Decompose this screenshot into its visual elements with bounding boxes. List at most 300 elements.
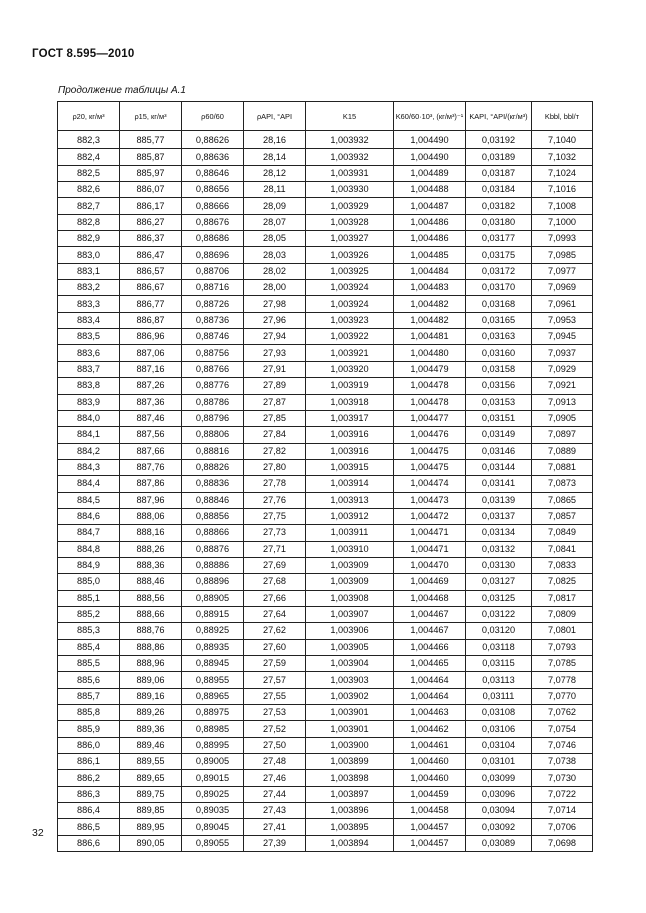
table-cell: 7,0714 <box>532 803 593 819</box>
table-cell: 7,0770 <box>532 688 593 704</box>
table-cell: 28,14 <box>244 149 306 165</box>
table-row <box>58 263 593 279</box>
table-cell: 884,1 <box>58 427 120 443</box>
table-cell: 7,0985 <box>532 247 593 263</box>
table-cell: 1,004469 <box>394 574 466 590</box>
table-cell: 883,0 <box>58 247 120 263</box>
table-cell: 1,004474 <box>394 476 466 492</box>
table-cell: 883,5 <box>58 329 120 345</box>
table-cell: 0,03165 <box>466 312 532 328</box>
table-cell: 0,88706 <box>182 263 244 279</box>
table-cell: 887,76 <box>120 459 182 475</box>
table-cell: 1,003898 <box>306 770 394 786</box>
table-cell: 0,88945 <box>182 656 244 672</box>
table-cell: 0,03130 <box>466 557 532 573</box>
table-cell: 27,75 <box>244 508 306 524</box>
table-row <box>58 312 593 328</box>
table-cell: 889,65 <box>120 770 182 786</box>
table-cell: 27,43 <box>244 803 306 819</box>
table-cell: 0,88656 <box>182 182 244 198</box>
table-cell: 0,89055 <box>182 835 244 851</box>
table-cell: 884,7 <box>58 525 120 541</box>
table-cell: 0,03092 <box>466 819 532 835</box>
table-cell: 0,03115 <box>466 656 532 672</box>
table-cell: 1,003925 <box>306 263 394 279</box>
table-cell: 28,16 <box>244 131 306 149</box>
table-cell: 27,68 <box>244 574 306 590</box>
table-row <box>58 361 593 377</box>
column-header: ρ20, кг/м³ <box>58 102 120 131</box>
table-cell: 1,003912 <box>306 508 394 524</box>
table-cell: 7,0857 <box>532 508 593 524</box>
table-cell: 885,7 <box>58 688 120 704</box>
table-cell: 0,88955 <box>182 672 244 688</box>
table-row <box>58 508 593 524</box>
table-cell: 1,004471 <box>394 525 466 541</box>
table-cell: 0,03153 <box>466 394 532 410</box>
table-cell: 1,003908 <box>306 590 394 606</box>
table-cell: 1,004473 <box>394 492 466 508</box>
table-cell: 0,88716 <box>182 280 244 296</box>
table-cell: 1,004467 <box>394 623 466 639</box>
table-cell: 888,46 <box>120 574 182 590</box>
table-cell: 889,16 <box>120 688 182 704</box>
table-cell: 1,003904 <box>306 656 394 672</box>
table-cell: 27,53 <box>244 705 306 721</box>
table-cell: 0,89005 <box>182 754 244 770</box>
table-cell: 1,003923 <box>306 312 394 328</box>
table-cell: 0,03156 <box>466 378 532 394</box>
table-cell: 886,37 <box>120 231 182 247</box>
table-cell: 7,0921 <box>532 378 593 394</box>
table-cell: 0,03189 <box>466 149 532 165</box>
table-cell: 0,03175 <box>466 247 532 263</box>
table-cell: 27,62 <box>244 623 306 639</box>
table-cell: 1,004480 <box>394 345 466 361</box>
table-cell: 7,0913 <box>532 394 593 410</box>
table-cell: 1,003924 <box>306 296 394 312</box>
table-cell: 887,96 <box>120 492 182 508</box>
table-cell: 7,0809 <box>532 606 593 622</box>
table-cell: 883,7 <box>58 361 120 377</box>
table-row <box>58 149 593 165</box>
table-cell: 7,0730 <box>532 770 593 786</box>
table-cell: 0,88985 <box>182 721 244 737</box>
column-header: K15 <box>306 102 394 131</box>
table-cell: 0,88696 <box>182 247 244 263</box>
column-header: ρ60/60 <box>182 102 244 131</box>
table-cell: 7,1024 <box>532 165 593 181</box>
table-cell: 7,0722 <box>532 786 593 802</box>
table-cell: 0,89015 <box>182 770 244 786</box>
table-cell: 0,88786 <box>182 394 244 410</box>
table-cell: 0,88666 <box>182 198 244 214</box>
table-cell: 7,0738 <box>532 754 593 770</box>
table-cell: 883,1 <box>58 263 120 279</box>
table-cell: 0,88806 <box>182 427 244 443</box>
table-cell: 7,0937 <box>532 345 593 361</box>
table-row <box>58 345 593 361</box>
table-cell: 7,0953 <box>532 312 593 328</box>
table-cell: 27,59 <box>244 656 306 672</box>
table-cell: 28,02 <box>244 263 306 279</box>
table-row <box>58 329 593 345</box>
table-cell: 7,0889 <box>532 443 593 459</box>
table-cell: 27,46 <box>244 770 306 786</box>
table-cell: 0,03172 <box>466 263 532 279</box>
table-cell: 0,03120 <box>466 623 532 639</box>
table-cell: 1,003903 <box>306 672 394 688</box>
table-cell: 890,05 <box>120 835 182 851</box>
table-cell: 887,06 <box>120 345 182 361</box>
table-cell: 1,004486 <box>394 231 466 247</box>
table-cell: 886,27 <box>120 214 182 230</box>
table-cell: 28,11 <box>244 182 306 198</box>
table-row <box>58 378 593 394</box>
table-cell: 884,3 <box>58 459 120 475</box>
table-cell: 886,77 <box>120 296 182 312</box>
table-cell: 886,17 <box>120 198 182 214</box>
table-cell: 1,003926 <box>306 247 394 263</box>
table-cell: 27,39 <box>244 835 306 851</box>
table-cell: 885,87 <box>120 149 182 165</box>
table-cell: 887,16 <box>120 361 182 377</box>
table-cell: 1,004485 <box>394 247 466 263</box>
table-cell: 27,44 <box>244 786 306 802</box>
table-cell: 1,003899 <box>306 754 394 770</box>
table-row <box>58 214 593 230</box>
table-cell: 1,004482 <box>394 296 466 312</box>
table-cell: 0,03096 <box>466 786 532 802</box>
table-cell: 0,88676 <box>182 214 244 230</box>
table-cell: 886,6 <box>58 835 120 851</box>
table-cell: 7,1032 <box>532 149 593 165</box>
table-row <box>58 231 593 247</box>
column-header: Kbbl, bbl/т <box>532 102 593 131</box>
table-row <box>58 688 593 704</box>
table-cell: 0,03192 <box>466 131 532 149</box>
table-cell: 882,8 <box>58 214 120 230</box>
table-cell: 884,6 <box>58 508 120 524</box>
table-cell: 0,03177 <box>466 231 532 247</box>
table-row <box>58 590 593 606</box>
table-cell: 0,88816 <box>182 443 244 459</box>
table-cell: 1,003909 <box>306 557 394 573</box>
table-row <box>58 247 593 263</box>
table-cell: 1,004483 <box>394 280 466 296</box>
table-cell: 887,36 <box>120 394 182 410</box>
table-cell: 1,004484 <box>394 263 466 279</box>
table-cell: 0,88746 <box>182 329 244 345</box>
table-body <box>58 131 593 852</box>
table-cell: 889,36 <box>120 721 182 737</box>
table-cell: 0,88636 <box>182 149 244 165</box>
table-cell: 1,003914 <box>306 476 394 492</box>
table-cell: 7,0778 <box>532 672 593 688</box>
table-cell: 889,95 <box>120 819 182 835</box>
table-cell: 1,003919 <box>306 378 394 394</box>
table-cell: 888,26 <box>120 541 182 557</box>
table-cell: 0,88896 <box>182 574 244 590</box>
table-cell: 882,9 <box>58 231 120 247</box>
table-cell: 7,0873 <box>532 476 593 492</box>
table-cell: 0,03144 <box>466 459 532 475</box>
table-cell: 0,03132 <box>466 541 532 557</box>
table-cell: 1,003913 <box>306 492 394 508</box>
table-cell: 0,03184 <box>466 182 532 198</box>
table-cell: 1,004468 <box>394 590 466 606</box>
table-cell: 888,16 <box>120 525 182 541</box>
table-row <box>58 803 593 819</box>
table-cell: 1,004490 <box>394 149 466 165</box>
table-cell: 7,0706 <box>532 819 593 835</box>
table-cell: 0,88995 <box>182 737 244 753</box>
table-cell: 889,06 <box>120 672 182 688</box>
table-cell: 1,004459 <box>394 786 466 802</box>
table-cell: 887,66 <box>120 443 182 459</box>
table-cell: 1,004475 <box>394 443 466 459</box>
table-cell: 1,004463 <box>394 705 466 721</box>
table-cell: 887,26 <box>120 378 182 394</box>
table-cell: 888,66 <box>120 606 182 622</box>
table-cell: 883,8 <box>58 378 120 394</box>
column-header: ρ15, кг/м³ <box>120 102 182 131</box>
table-row <box>58 459 593 475</box>
table-cell: 0,03141 <box>466 476 532 492</box>
table-cell: 886,0 <box>58 737 120 753</box>
table-cell: 7,0754 <box>532 721 593 737</box>
table-cell: 7,1000 <box>532 214 593 230</box>
table-row <box>58 705 593 721</box>
table-cell: 0,88925 <box>182 623 244 639</box>
table-cell: 0,89035 <box>182 803 244 819</box>
table-cell: 889,85 <box>120 803 182 819</box>
table-cell: 885,97 <box>120 165 182 181</box>
table-cell: 27,94 <box>244 329 306 345</box>
table-cell: 1,004477 <box>394 410 466 426</box>
table-cell: 1,004457 <box>394 835 466 851</box>
table-cell: 883,2 <box>58 280 120 296</box>
table-row <box>58 492 593 508</box>
table-cell: 7,0929 <box>532 361 593 377</box>
table-cell: 0,88736 <box>182 312 244 328</box>
table-cell: 0,03099 <box>466 770 532 786</box>
table-row <box>58 541 593 557</box>
table-cell: 1,003909 <box>306 574 394 590</box>
table-cell: 889,75 <box>120 786 182 802</box>
table-cell: 1,003911 <box>306 525 394 541</box>
table-cell: 1,004467 <box>394 606 466 622</box>
table-cell: 883,6 <box>58 345 120 361</box>
table-cell: 27,84 <box>244 427 306 443</box>
table-cell: 7,0905 <box>532 410 593 426</box>
table-row <box>58 835 593 851</box>
table-cell: 28,05 <box>244 231 306 247</box>
table-row <box>58 623 593 639</box>
table-cell: 0,03182 <box>466 198 532 214</box>
table-cell: 883,3 <box>58 296 120 312</box>
table-cell: 884,5 <box>58 492 120 508</box>
table-cell: 882,3 <box>58 131 120 149</box>
table-cell: 1,004476 <box>394 427 466 443</box>
table-cell: 0,03094 <box>466 803 532 819</box>
table-cell: 1,003907 <box>306 606 394 622</box>
table-cell: 7,0849 <box>532 525 593 541</box>
table-cell: 27,66 <box>244 590 306 606</box>
table-cell: 887,56 <box>120 427 182 443</box>
table-cell: 885,0 <box>58 574 120 590</box>
table-cell: 889,26 <box>120 705 182 721</box>
table-cell: 1,004478 <box>394 394 466 410</box>
table-cell: 1,004489 <box>394 165 466 181</box>
table-cell: 886,47 <box>120 247 182 263</box>
table-cell: 885,3 <box>58 623 120 639</box>
table-cell: 0,03151 <box>466 410 532 426</box>
table-row <box>58 182 593 198</box>
table-cell: 885,1 <box>58 590 120 606</box>
table-cell: 28,09 <box>244 198 306 214</box>
table-cell: 1,003895 <box>306 819 394 835</box>
table-cell: 1,003906 <box>306 623 394 639</box>
table-cell: 7,0969 <box>532 280 593 296</box>
table-cell: 883,9 <box>58 394 120 410</box>
table-cell: 1,004457 <box>394 819 466 835</box>
table-cell: 1,004464 <box>394 672 466 688</box>
table-cell: 1,003931 <box>306 165 394 181</box>
table-cell: 1,003896 <box>306 803 394 819</box>
table-cell: 885,5 <box>58 656 120 672</box>
table-cell: 0,88915 <box>182 606 244 622</box>
table-cell: 1,003932 <box>306 149 394 165</box>
table-cell: 1,003902 <box>306 688 394 704</box>
table-cell: 882,4 <box>58 149 120 165</box>
table-cell: 0,88626 <box>182 131 244 149</box>
table-cell: 887,46 <box>120 410 182 426</box>
table-cell: 27,78 <box>244 476 306 492</box>
table-cell: 0,03106 <box>466 721 532 737</box>
table-cell: 1,003916 <box>306 443 394 459</box>
table-cell: 0,03146 <box>466 443 532 459</box>
column-header: ρAPI, °API <box>244 102 306 131</box>
table-cell: 27,52 <box>244 721 306 737</box>
table-cell: 1,003927 <box>306 231 394 247</box>
table-cell: 0,88646 <box>182 165 244 181</box>
table-cell: 889,46 <box>120 737 182 753</box>
table-cell: 885,6 <box>58 672 120 688</box>
table-cell: 1,004487 <box>394 198 466 214</box>
table-cell: 27,71 <box>244 541 306 557</box>
table-cell: 0,88846 <box>182 492 244 508</box>
table-cell: 27,82 <box>244 443 306 459</box>
table-cell: 1,004490 <box>394 131 466 149</box>
table-cell: 886,96 <box>120 329 182 345</box>
table-cell: 884,8 <box>58 541 120 557</box>
table-cell: 27,96 <box>244 312 306 328</box>
table-cell: 885,4 <box>58 639 120 655</box>
table-cell: 1,003921 <box>306 345 394 361</box>
table-cell: 1,003920 <box>306 361 394 377</box>
table-row <box>58 574 593 590</box>
table-row <box>58 280 593 296</box>
table-cell: 27,98 <box>244 296 306 312</box>
table-cell: 0,88836 <box>182 476 244 492</box>
table-cell: 886,1 <box>58 754 120 770</box>
table-cell: 7,1008 <box>532 198 593 214</box>
table-cell: 886,67 <box>120 280 182 296</box>
table-cell: 0,88876 <box>182 541 244 557</box>
table-cell: 27,55 <box>244 688 306 704</box>
table-cell: 1,003900 <box>306 737 394 753</box>
table-cell: 886,07 <box>120 182 182 198</box>
table-cell: 1,003915 <box>306 459 394 475</box>
table-cell: 0,03139 <box>466 492 532 508</box>
table-row <box>58 721 593 737</box>
table-cell: 1,003928 <box>306 214 394 230</box>
table-cell: 1,003929 <box>306 198 394 214</box>
table-cell: 888,96 <box>120 656 182 672</box>
table-cell: 0,88686 <box>182 231 244 247</box>
table-cell: 888,86 <box>120 639 182 655</box>
table-cell: 886,3 <box>58 786 120 802</box>
table-cell: 1,003924 <box>306 280 394 296</box>
table-cell: 0,88766 <box>182 361 244 377</box>
table-row <box>58 754 593 770</box>
table-row <box>58 165 593 181</box>
table-cell: 27,57 <box>244 672 306 688</box>
table-cell: 884,2 <box>58 443 120 459</box>
table-cell: 883,4 <box>58 312 120 328</box>
table-cell: 1,004460 <box>394 770 466 786</box>
table-cell: 884,0 <box>58 410 120 426</box>
table-cell: 0,03127 <box>466 574 532 590</box>
table-cell: 27,93 <box>244 345 306 361</box>
table-row <box>58 410 593 426</box>
table-cell: 1,003901 <box>306 721 394 737</box>
table-cell: 1,003930 <box>306 182 394 198</box>
table-cell: 0,03168 <box>466 296 532 312</box>
table-cell: 884,4 <box>58 476 120 492</box>
table-row <box>58 557 593 573</box>
table-row <box>58 672 593 688</box>
table-cell: 1,003922 <box>306 329 394 345</box>
table-cell: 1,004458 <box>394 803 466 819</box>
table-cell: 7,0698 <box>532 835 593 851</box>
table-cell: 27,48 <box>244 754 306 770</box>
table-row <box>58 639 593 655</box>
table-cell: 27,50 <box>244 737 306 753</box>
table-cell: 0,88826 <box>182 459 244 475</box>
table-cell: 0,03149 <box>466 427 532 443</box>
table-cell: 0,03108 <box>466 705 532 721</box>
data-table <box>57 101 593 852</box>
table-cell: 1,004461 <box>394 737 466 753</box>
table-cell: 7,0762 <box>532 705 593 721</box>
table-cell: 0,03163 <box>466 329 532 345</box>
table-row <box>58 819 593 835</box>
table-cell: 0,03111 <box>466 688 532 704</box>
table-cell: 886,57 <box>120 263 182 279</box>
table-cell: 1,004478 <box>394 378 466 394</box>
table-cell: 7,0817 <box>532 590 593 606</box>
table-cell: 0,89025 <box>182 786 244 802</box>
table-cell: 882,7 <box>58 198 120 214</box>
table-cell: 0,03125 <box>466 590 532 606</box>
table-row <box>58 786 593 802</box>
table-row <box>58 525 593 541</box>
column-header: KAPI, °API/(кг/м³) <box>466 102 532 131</box>
table-cell: 27,69 <box>244 557 306 573</box>
table-cell: 1,003894 <box>306 835 394 851</box>
